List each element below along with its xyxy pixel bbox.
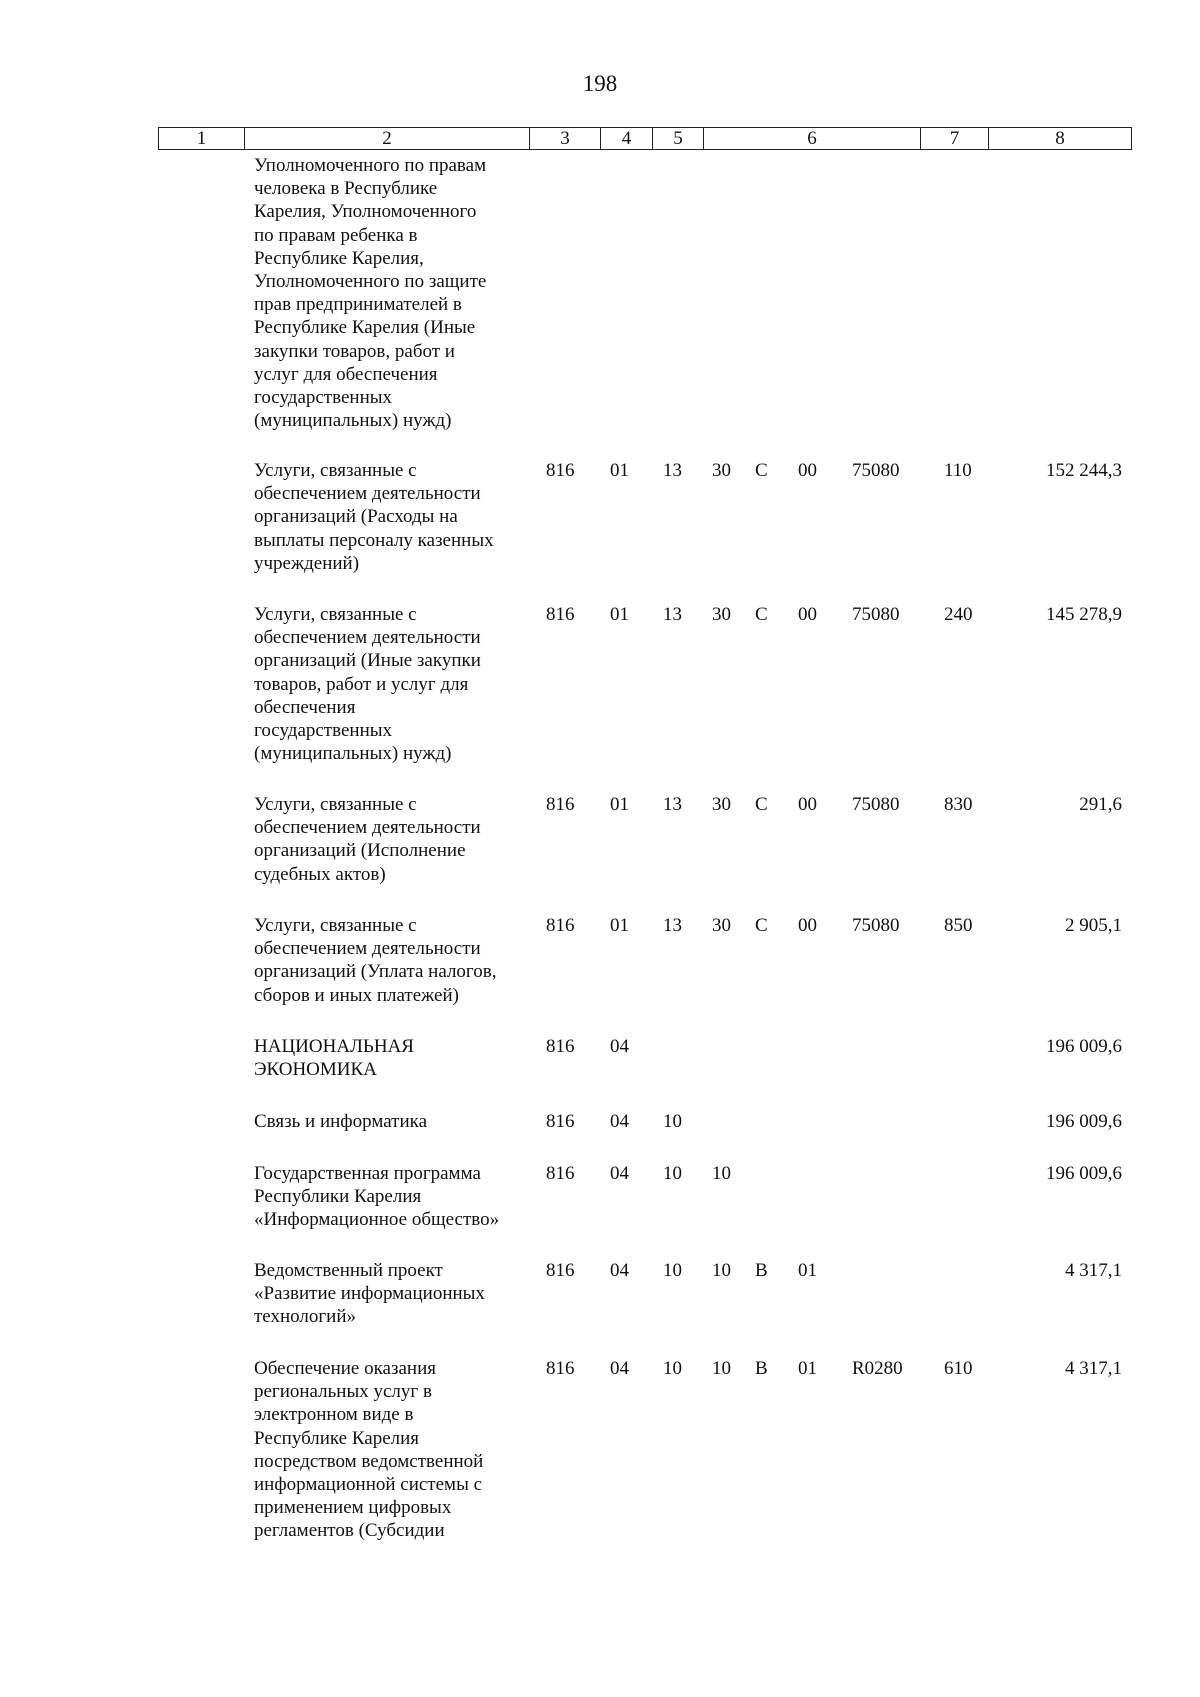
cell-code-4: 04	[610, 1111, 629, 1132]
cell-code-6-program: 30	[712, 794, 731, 815]
cell-code-6-direction: 75080	[852, 460, 900, 481]
cell-code-7: 110	[944, 460, 972, 481]
description-line: обеспечением деятельности	[254, 938, 481, 960]
cell-code-7: 850	[944, 915, 973, 936]
cell-code-6-program: 30	[712, 604, 731, 625]
description-line: обеспечением деятельности	[254, 483, 481, 505]
cell-code-4: 01	[610, 460, 629, 481]
description-line: услуг для обеспечения	[254, 363, 438, 385]
cell-code-5: 13	[663, 460, 682, 481]
cell-amount: 145 278,9	[1046, 604, 1122, 625]
description-line: человека в Республике	[254, 178, 438, 200]
cell-code-6-program: 30	[712, 915, 731, 936]
row-description	[254, 1357, 524, 1543]
cell-amount: 4 317,1	[1065, 1260, 1122, 1281]
cell-code-5: 13	[663, 604, 682, 625]
cell-code-7: 240	[944, 604, 973, 625]
cell-code-7: 610	[944, 1358, 973, 1379]
cell-code-6-program: 10	[712, 1358, 731, 1379]
cell-amount: 2 905,1	[1065, 915, 1122, 936]
description-line: Республики Карелия	[254, 1186, 422, 1208]
cell-code-3: 816	[546, 1358, 575, 1379]
description-line: организаций (Уплата налогов,	[254, 961, 497, 983]
cell-code-4: 04	[610, 1036, 629, 1057]
cell-amount: 196 009,6	[1046, 1111, 1122, 1132]
cell-code-6-group: 01	[798, 1260, 817, 1281]
description-line: Услуги, связанные с	[254, 915, 417, 936]
description-line: по правам ребенка в	[254, 224, 418, 246]
description-line: НАЦИОНАЛЬНАЯ	[254, 1036, 414, 1057]
header-col-8: 8	[1055, 128, 1065, 149]
cell-code-6-program: 30	[712, 460, 731, 481]
row-description	[254, 1035, 524, 1081]
row-description	[254, 1162, 524, 1232]
cell-code-5: 10	[663, 1111, 682, 1132]
description-line: учреждений)	[254, 552, 360, 574]
cell-code-3: 816	[546, 794, 575, 815]
cell-amount: 152 244,3	[1046, 460, 1122, 481]
description-line: Услуги, связанные с	[254, 604, 417, 625]
cell-code-6-program: 10	[712, 1163, 731, 1184]
description-line: Обеспечение оказания	[254, 1358, 437, 1379]
description-line: государственных	[254, 387, 393, 409]
description-line: Республике Карелия (Иные	[254, 317, 476, 339]
description-line: технологий»	[254, 1306, 357, 1328]
header-col-5: 5	[653, 128, 704, 149]
cell-code-4: 01	[610, 794, 629, 815]
cell-code-4: 04	[610, 1358, 629, 1379]
cell-code-6-type: С	[755, 604, 768, 625]
description-line: обеспечением деятельности	[254, 817, 481, 839]
description-line: прав предпринимателей в	[254, 294, 462, 316]
cell-code-3: 816	[546, 1036, 575, 1057]
cell-code-6-direction: 75080	[852, 794, 900, 815]
description-line: «Развитие информационных	[254, 1283, 485, 1305]
description-line: (муниципальных) нужд)	[254, 743, 452, 765]
header-col-6: 6	[704, 128, 921, 149]
description-line: электронном виде в	[254, 1404, 414, 1426]
cell-code-6-direction: R0280	[852, 1358, 903, 1379]
row-description	[254, 154, 524, 432]
cell-code-6-type: С	[755, 794, 768, 815]
description-line: (муниципальных) нужд)	[254, 410, 452, 432]
cell-code-6-group: 00	[798, 604, 817, 625]
table-header	[158, 127, 1132, 150]
description-line: Республике Карелия,	[254, 247, 424, 269]
description-line: Уполномоченного по защите	[254, 271, 487, 293]
cell-code-3: 816	[546, 460, 575, 481]
description-line: региональных услуг в	[254, 1381, 432, 1403]
description-line: товаров, работ и услуг для	[254, 673, 469, 695]
description-line: Связь и информатика	[254, 1111, 428, 1132]
description-line: Государственная программа	[254, 1163, 481, 1184]
row-description	[254, 793, 524, 886]
description-line: организаций (Иные закупки	[254, 650, 481, 672]
cell-code-5: 13	[663, 794, 682, 815]
header-col-4: 4	[601, 128, 653, 149]
description-line: выплаты персоналу казенных	[254, 529, 494, 551]
description-line: обеспечения	[254, 696, 356, 718]
description-line: «Информационное общество»	[254, 1209, 500, 1231]
row-description	[254, 459, 524, 575]
row-description	[254, 1110, 524, 1133]
description-line: регламентов (Субсидии	[254, 1520, 445, 1542]
cell-code-4: 04	[610, 1163, 629, 1184]
description-line: государственных	[254, 720, 393, 742]
description-line: ЭКОНОМИКА	[254, 1059, 377, 1081]
description-line: Услуги, связанные с	[254, 794, 417, 815]
cell-code-3: 816	[546, 1163, 575, 1184]
cell-code-4: 01	[610, 915, 629, 936]
description-line: Республике Карелия	[254, 1427, 420, 1449]
description-line: сборов и иных платежей)	[254, 984, 459, 1006]
cell-code-5: 10	[663, 1163, 682, 1184]
header-col-3: 3	[530, 128, 601, 149]
description-line: информационной системы с	[254, 1474, 483, 1496]
cell-code-3: 816	[546, 604, 575, 625]
description-line: Услуги, связанные с	[254, 460, 417, 481]
cell-code-6-group: 00	[798, 460, 817, 481]
header-col-1: 1	[159, 128, 245, 149]
cell-code-5: 10	[663, 1260, 682, 1281]
description-line: закупки товаров, работ и	[254, 340, 455, 362]
cell-code-3: 816	[546, 915, 575, 936]
cell-code-5: 10	[663, 1358, 682, 1379]
cell-code-6-program: 10	[712, 1260, 731, 1281]
description-line: применением цифровых	[254, 1497, 452, 1519]
cell-amount: 196 009,6	[1046, 1036, 1122, 1057]
page-number: 198	[582, 71, 618, 96]
description-line: посредством ведомственной	[254, 1450, 484, 1472]
cell-code-6-type: С	[755, 460, 768, 481]
description-line: организаций (Расходы на	[254, 506, 458, 528]
cell-code-6-type: В	[755, 1358, 768, 1379]
description-line: организаций (Исполнение	[254, 840, 466, 862]
cell-code-6-group: 01	[798, 1358, 817, 1379]
cell-code-6-direction: 75080	[852, 604, 900, 625]
cell-code-6-type: В	[755, 1260, 768, 1281]
cell-code-6-group: 00	[798, 794, 817, 815]
cell-amount: 196 009,6	[1046, 1163, 1122, 1184]
cell-code-3: 816	[546, 1260, 575, 1281]
row-description	[254, 1259, 524, 1329]
cell-amount: 4 317,1	[1065, 1358, 1122, 1379]
cell-code-6-group: 00	[798, 915, 817, 936]
cell-code-5: 13	[663, 915, 682, 936]
header-col-7: 7	[921, 128, 989, 149]
cell-code-6-type: С	[755, 915, 768, 936]
description-line: Карелия, Уполномоченного	[254, 201, 477, 223]
row-description	[254, 914, 524, 1007]
cell-amount: 291,6	[1079, 794, 1122, 815]
cell-code-7: 830	[944, 794, 973, 815]
cell-code-6-direction: 75080	[852, 915, 900, 936]
row-description	[254, 603, 524, 765]
cell-code-4: 04	[610, 1260, 629, 1281]
header-col-2: 2	[245, 128, 530, 149]
cell-code-3: 816	[546, 1111, 575, 1132]
cell-code-4: 01	[610, 604, 629, 625]
description-line: судебных актов)	[254, 863, 386, 885]
description-line: Уполномоченного по правам	[254, 155, 487, 176]
description-line: Ведомственный проект	[254, 1260, 443, 1281]
description-line: обеспечением деятельности	[254, 627, 481, 649]
